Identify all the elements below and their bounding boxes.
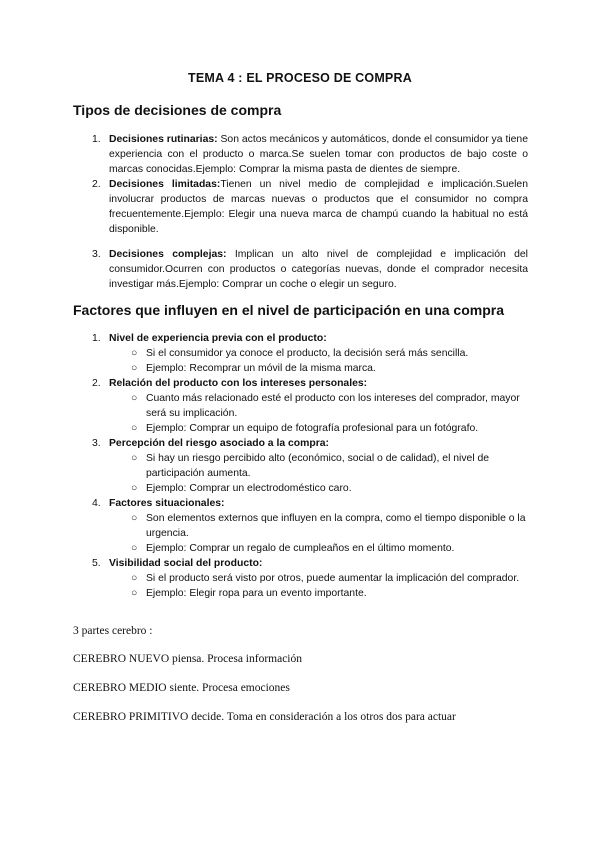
list-item — [92, 177, 528, 237]
bullet-icon: ○ — [131, 393, 138, 404]
item-label: Decisiones complejas: — [109, 249, 227, 260]
item-text: Implican un alto nivel de complejidad e implicación del consumidor.Ocurren con productos o categorías nuevas, donde el comprador necesita investigar más.Ejemplo: Comprar un coche o elegir un seguro. — [109, 249, 528, 290]
sub-item-text: Ejemplo: Elegir ropa para un evento importante. — [146, 588, 367, 599]
note-brain-parts: 3 partes cerebro : — [73, 625, 153, 637]
item-number: 3. — [92, 438, 101, 449]
sub-item-text: Ejemplo: Recomprar un móvil de la misma marca. — [146, 363, 376, 374]
bullet-icon: ○ — [131, 423, 138, 434]
sub-item — [109, 481, 528, 496]
sub-item — [109, 361, 528, 376]
item-label: Relación del producto con los intereses personales: — [109, 378, 368, 389]
item-label: Nivel de experiencia previa con el producto: — [109, 333, 327, 344]
list-item — [92, 331, 528, 376]
item-label: Decisiones rutinarias: — [109, 134, 218, 145]
item-number: 3. — [92, 249, 101, 260]
bullet-icon: ○ — [131, 483, 138, 494]
sub-list — [109, 346, 528, 376]
sub-item — [109, 451, 528, 481]
item-number: 1. — [92, 333, 101, 344]
item-number: 1. — [92, 134, 101, 145]
sub-item — [109, 346, 528, 361]
sub-list — [109, 391, 528, 436]
item-label: Factores situacionales: — [109, 498, 225, 509]
bullet-icon: ○ — [131, 588, 138, 599]
note-middle-brain: CEREBRO MEDIO siente. Procesa emociones — [73, 682, 290, 694]
bullet-icon: ○ — [131, 363, 138, 374]
list-item — [92, 132, 528, 177]
list-item — [92, 436, 528, 496]
sub-list — [109, 511, 528, 556]
bullet-icon: ○ — [131, 453, 138, 464]
item-label: Percepción del riesgo asociado a la compra: — [109, 438, 330, 449]
factors-list — [92, 331, 528, 601]
list-item — [92, 556, 528, 601]
sub-item-text: Si el consumidor ya conoce el producto, la decisión será más sencilla. — [146, 348, 469, 359]
document-title: TEMA 4 : EL PROCESO DE COMPRA — [188, 71, 412, 85]
sub-item — [109, 541, 528, 556]
note-primitive-brain: CEREBRO PRIMITIVO decide. Toma en consideración a los otros dos para actuar — [73, 711, 456, 723]
item-text: Son actos mecánicos y automáticos, donde el consumidor ya tiene experiencia con el producto o marca.Se suelen tomar con productos de bajo coste o marcas conocidas.Ejemplo: Comprar la misma pasta de dientes de siempre. — [109, 134, 528, 175]
sub-item-text: Ejemplo: Comprar un electrodoméstico caro. — [146, 483, 352, 494]
list-item — [92, 247, 528, 292]
note-new-brain: CEREBRO NUEVO piensa. Procesa información — [73, 653, 303, 665]
decision-types-list — [92, 132, 528, 292]
item-text: Tienen un nivel medio de complejidad e implicación.Suelen involucrar productos de marcas nuevas o productos que el consumidor no compra frecuentemente.Ejemplo: Elegir una nueva marca de champú cuando la habitual no está disponible. — [109, 179, 528, 235]
sub-item-text: Ejemplo: Comprar un regalo de cumpleaños en el último momento. — [146, 543, 455, 554]
sub-list — [109, 451, 528, 496]
item-number: 4. — [92, 498, 101, 509]
item-number: 2. — [92, 378, 101, 389]
bullet-icon: ○ — [131, 348, 138, 359]
bullet-icon: ○ — [131, 543, 138, 554]
sub-item-text: Cuanto más relacionado esté el producto con los intereses del comprador, mayor será su implicación. — [146, 393, 520, 419]
sub-item-text: Ejemplo: Comprar un equipo de fotografía profesional para un fotógrafo. — [146, 423, 479, 434]
bullet-icon: ○ — [131, 513, 138, 524]
sub-item — [109, 421, 528, 436]
sub-item — [109, 391, 528, 421]
list-item — [92, 496, 528, 556]
item-label: Decisiones limitadas: — [109, 179, 221, 190]
sub-item — [109, 511, 528, 541]
sub-item-text: Si el producto será visto por otros, puede aumentar la implicación del comprador. — [146, 573, 520, 584]
sub-list — [109, 571, 528, 601]
sub-item-text: Son elementos externos que influyen en la compra, como el tiempo disponible o la urgencia. — [146, 513, 526, 539]
item-number: 2. — [92, 179, 101, 190]
section2-heading: Factores que influyen en el nivel de participación en una compra — [73, 302, 504, 318]
item-label: Visibilidad social del producto: — [109, 558, 263, 569]
bullet-icon: ○ — [131, 573, 138, 584]
list-item — [92, 376, 528, 436]
item-number: 5. — [92, 558, 101, 569]
sub-item — [109, 571, 528, 586]
sub-item — [109, 586, 528, 601]
sub-item-text: Si hay un riesgo percibido alto (económico, social o de calidad), el nivel de participación aumenta. — [146, 453, 490, 479]
section1-heading: Tipos de decisiones de compra — [73, 102, 282, 118]
